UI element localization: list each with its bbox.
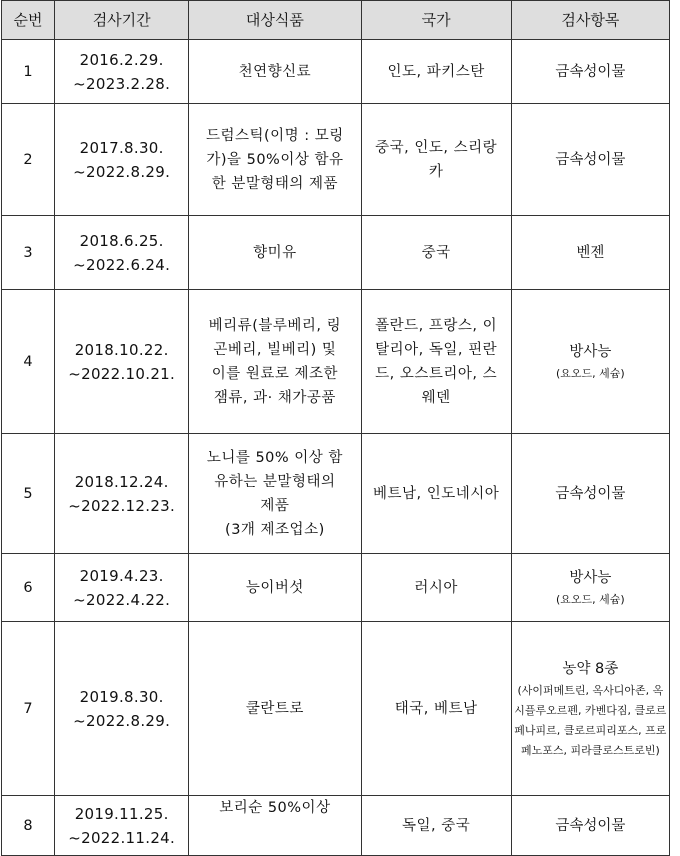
row-no: 6 [2,554,55,622]
item-main: 금속성이물 [555,151,626,168]
row-country [361,40,511,104]
row-country [361,104,511,216]
row-period [55,796,189,856]
food-text: 쿨란트로 [245,700,304,717]
row-country [361,290,511,434]
item-detail: (요오드, 세슘) [556,366,625,380]
period-start: 2018.6.25. [79,231,164,250]
row-no: 3 [2,216,55,290]
row-no: 1 [2,40,55,104]
period-start: 2019.4.23. [79,566,164,585]
item-main: 금속성이물 [555,817,626,834]
row-country [361,622,511,796]
period-start: 2016.2.29. [79,50,164,69]
table-row [2,554,670,622]
row-food [189,104,361,216]
period-end: ~2022.12.23. [68,496,176,515]
item-detail: (사이퍼메트린, 옥사디아존, 옥시플루오르펜, 카벤다짐, 클로르페나피르, 클로르피리포스, 프로페노포스, 피라클로스트로빈) [514,683,667,757]
table-row [2,796,670,856]
row-period [55,554,189,622]
item-main: 금속성이물 [555,63,626,80]
row-food [189,40,361,104]
row-item [511,622,669,796]
period-end: ~2022.6.24. [73,255,171,274]
header-item: 검사항목 [511,1,669,40]
row-country [361,216,511,290]
period-end: ~2022.11.24. [68,828,176,847]
food-text: 향미유 [253,244,297,261]
row-item [511,40,669,104]
row-no: 4 [2,290,55,434]
row-item [511,104,669,216]
row-food [189,434,361,554]
country-text: 폴란드, 프랑스, 이탈리아, 독일, 핀란드, 오스트리아, 스웨덴 [375,317,498,406]
table-row [2,216,670,290]
row-period [55,434,189,554]
item-main: 금속성이물 [555,485,626,502]
food-text: 능이버섯 [245,579,304,596]
row-food [189,622,361,796]
row-item [511,796,669,856]
row-food [189,554,361,622]
row-period [55,622,189,796]
row-item [511,216,669,290]
row-country [361,796,511,856]
row-no: 7 [2,622,55,796]
food-text: 드럼스틱(이명 : 모링가)을 50%이상 함유한 분말형태의 제품 [205,127,344,192]
food-text: 보리순 50%이상 [219,800,331,816]
table-row [2,290,670,434]
period-start: 2018.12.24. [74,472,169,491]
row-period [55,104,189,216]
country-text: 독일, 중국 [402,817,471,834]
row-no: 2 [2,104,55,216]
header-period: 검사기간 [55,1,189,40]
period-start: 2018.10.22. [74,340,169,359]
row-no: 8 [2,796,55,856]
food-text: 노니를 50% 이상 함유하는 분말형태의 제품 [206,449,343,514]
period-end: ~2022.10.21. [68,364,176,383]
country-text: 중국, 인도, 스리랑카 [375,139,498,180]
row-food [189,796,361,856]
row-no: 5 [2,434,55,554]
period-start: 2019.8.30. [79,687,164,706]
table-row [2,622,670,796]
item-main: 벤젠 [576,244,605,261]
item-main: 방사능 [569,569,612,586]
header-row [2,1,670,40]
country-text: 베트남, 인도네시아 [372,485,500,502]
table-row [2,104,670,216]
row-food [189,290,361,434]
row-item [511,290,669,434]
item-detail: (요오드, 세슘) [556,592,625,606]
food-text: 천연향신료 [238,63,312,80]
row-country [361,434,511,554]
inspection-table [1,0,670,856]
food-note: (3개 제조업소) [225,521,325,538]
table-row [2,434,670,554]
country-text: 태국, 베트남 [394,700,478,717]
table-row [2,40,670,104]
row-period [55,216,189,290]
period-end: ~2022.8.29. [73,711,171,730]
period-end: ~2022.8.29. [73,162,171,181]
header-country: 국가 [361,1,511,40]
row-item [511,434,669,554]
row-country [361,554,511,622]
row-item [511,554,669,622]
period-start: 2019.11.25. [74,804,169,823]
row-period [55,40,189,104]
country-text: 인도, 파키스탄 [387,63,485,80]
food-text: 베리류(블루베리, 링곤베리, 빌베리) 및 이를 원료로 제조한 잼류, 과· 채가공품 [208,317,342,406]
period-end: ~2023.2.28. [73,74,171,93]
country-text: 러시아 [414,579,458,596]
header-food: 대상식품 [189,1,361,40]
period-end: ~2022.4.22. [73,590,171,609]
period-start: 2017.8.30. [79,138,164,157]
item-main: 방사능 [569,343,612,360]
row-period [55,290,189,434]
row-food [189,216,361,290]
item-main: 농약 8종 [562,660,619,677]
country-text: 중국 [421,244,451,261]
header-no: 순번 [2,1,55,40]
